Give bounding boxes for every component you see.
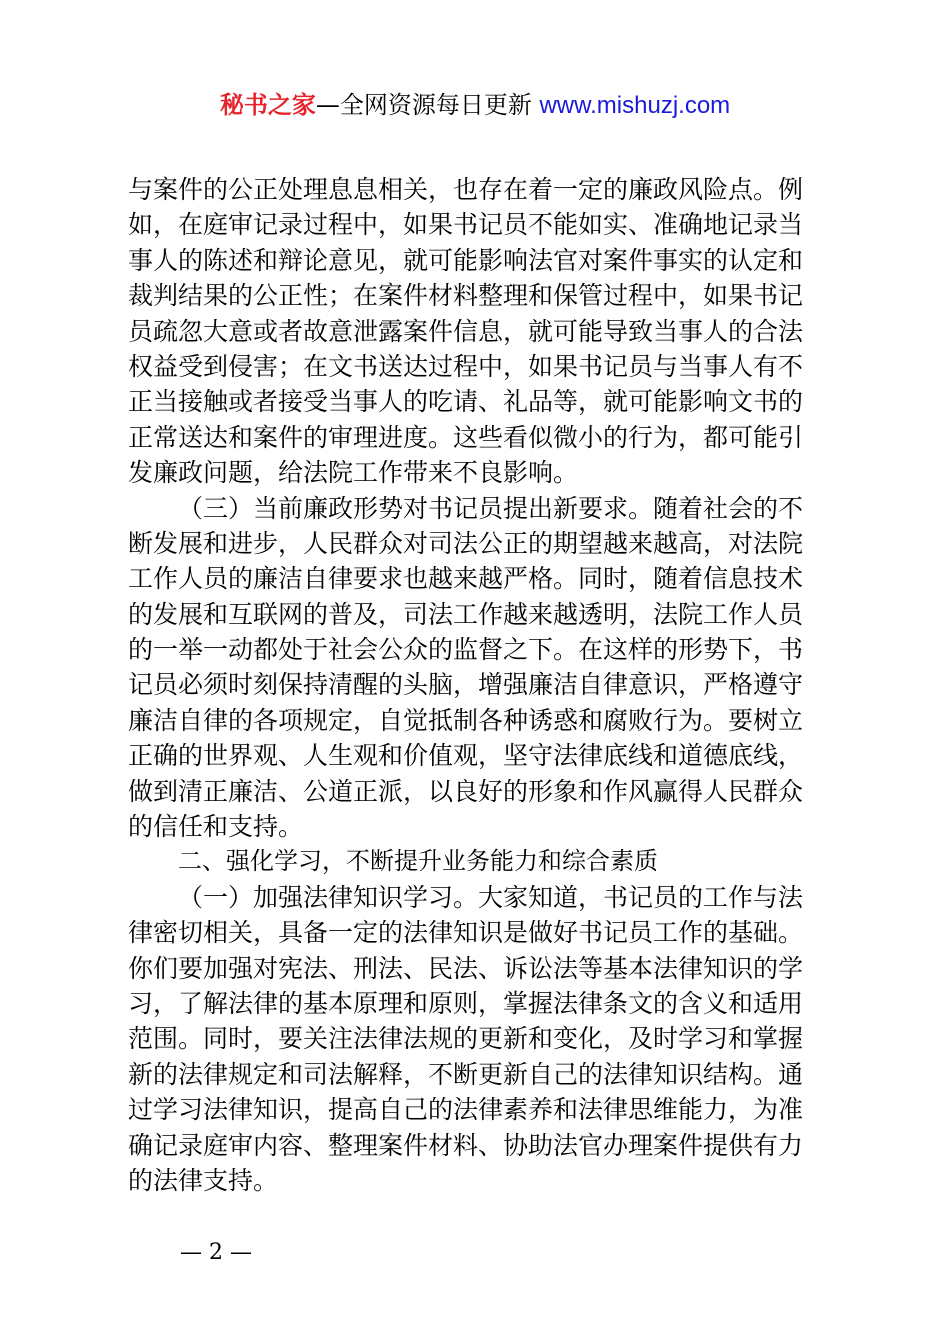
paragraph-line: 事人的陈述和辩论意见，就可能影响法官对案件事实的认定和 (128, 245, 804, 275)
paragraph-line: 与案件的公正处理息息相关，也存在着一定的廉政风险点。例 (128, 175, 804, 204)
page-header (0, 88, 950, 123)
paragraph-line: 范围。同时，要关注法律法规的更新和变化，及时学习和掌握 (128, 1024, 804, 1054)
paragraph-line: 的发展和互联网的普及，司法工作越来越透明，法院工作人员 (128, 599, 804, 629)
paragraph-line: 工作人员的廉洁自律要求也越来越严格。同时，随着信息技术 (128, 564, 804, 594)
section-heading: 二、强化学习，不断提升业务能力和综合素质 (178, 847, 658, 876)
site-brand: 秘书之家 (219, 91, 316, 119)
paragraph-line: 正常送达和案件的审理进度。这些看似微小的行为，都可能引 (128, 422, 804, 452)
paragraph-line: 正当接触或者接受当事人的吃请、礼品等，就可能影响文书的 (128, 387, 804, 417)
paragraph-line: 权益受到侵害；在文书送达过程中，如果书记员与当事人有不 (128, 351, 804, 381)
paragraph-line: 习，了解法律的基本原理和原则，掌握法律条文的含义和适用 (128, 988, 804, 1018)
paragraph-line: 裁判结果的公正性；在案件材料整理和保管过程中，如果书记 (128, 281, 804, 311)
paragraph-line: 确记录庭审内容、整理案件材料、协助法官办理案件提供有力 (128, 1130, 804, 1160)
paragraph-line: 的信任和支持。 (128, 812, 304, 842)
paragraph-line: 正确的世界观、人生观和价值观，坚守法律底线和道德底线， (128, 741, 804, 771)
paragraph-line: 律密切相关，具备一定的法律知识是做好书记员工作的基础。 (128, 918, 804, 948)
paragraph-line: 廉洁自律的各项规定，自觉抵制各种诱惑和腐败行为。要树立 (128, 705, 804, 735)
paragraph-line: 做到清正廉洁、公道正派，以良好的形象和作风赢得人民群众 (128, 776, 804, 806)
site-url-link[interactable]: www.mishuzj.com (539, 92, 731, 119)
paragraph-line: 发廉政问题，给法院工作带来不良影响。 (128, 458, 579, 488)
paragraph-line: 的法律支持。 (128, 1165, 279, 1195)
page-number: — 2 — (180, 1240, 252, 1265)
paragraph-line: 过学习法律知识，提高自己的法律素养和法律思维能力，为准 (128, 1095, 804, 1125)
paragraph-line: 员疏忽大意或者故意泄露案件信息，就可能导致当事人的合法 (128, 316, 804, 346)
paragraph-first-line: （三）当前廉政形势对书记员提出新要求。随着社会的不 (178, 493, 804, 523)
paragraph-line: 断发展和进步，人民群众对司法公正的期望越来越高，对法院 (128, 528, 804, 558)
paragraph-line: 如，在庭审记录过程中，如果书记员不能如实、准确地记录当 (128, 210, 804, 240)
site-tagline: —全网资源每日更新 (315, 91, 532, 119)
paragraph-first-line: （一）加强法律知识学习。大家知道，书记员的工作与法 (178, 882, 804, 912)
paragraph-line: 记员必须时刻保持清醒的头脑，增强廉洁自律意识，严格遵守 (128, 670, 804, 700)
paragraph-line: 新的法律规定和司法解释，不断更新自己的法律知识结构。通 (128, 1059, 804, 1089)
document-body (128, 172, 832, 1198)
paragraph-line: 的一举一动都处于社会公众的监督之下。在这样的形势下，书 (128, 635, 804, 665)
paragraph-line: 你们要加强对宪法、刑法、民法、诉讼法等基本法律知识的学 (128, 953, 804, 983)
